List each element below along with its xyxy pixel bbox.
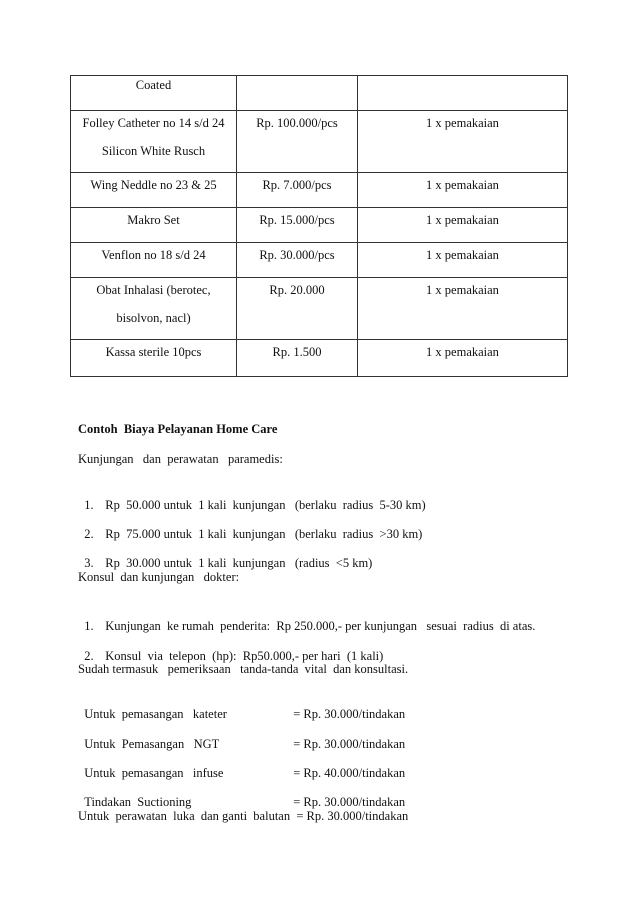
procedure-row	[78, 749, 405, 781]
usage-cell: 1 x pemakaian	[358, 208, 568, 243]
procedure-price: = Rp. 30.000/tindakan	[293, 707, 406, 721]
item-cell	[71, 76, 237, 111]
table-row	[71, 278, 568, 340]
list-number: 3.	[84, 556, 94, 570]
table-row	[71, 340, 568, 377]
procedure-row	[78, 778, 405, 810]
table-row	[71, 173, 568, 208]
procedure-row	[78, 720, 405, 752]
price-cell: Rp. 7.000/pcs	[237, 173, 358, 208]
list-item	[78, 510, 422, 542]
section-title: Contoh Biaya Pelayanan Home Care	[78, 422, 278, 436]
list-text: Rp 30.000 untuk 1 kali kunjungan (radius <5 km)	[105, 556, 373, 570]
procedure-row	[78, 690, 405, 722]
usage-cell: 1 x pemakaian	[358, 173, 568, 208]
usage-cell: 1 x pemakaian	[358, 111, 568, 173]
list-number: 2.	[84, 649, 94, 663]
list-number: 2.	[84, 527, 94, 541]
item-name-line2: Silicon White Rusch	[101, 144, 206, 158]
procedure-label: Untuk pemasangan infuse	[84, 766, 224, 780]
item-name: Obat Inhalasi (berotec,	[96, 283, 211, 297]
price-cell: Rp. 15.000/pcs	[237, 208, 358, 243]
list-item	[78, 481, 426, 513]
list-text: Kunjungan ke rumah penderita: Rp 250.000,- per kunjungan sesuai radius di atas.	[105, 619, 536, 633]
price-cell: Rp. 20.000	[237, 278, 358, 340]
included-note: Sudah termasuk pemeriksaan tanda-tanda vital dan konsultasi.	[78, 662, 409, 676]
visit-heading: Kunjungan dan perawatan paramedis:	[78, 452, 283, 466]
procedure-price: = Rp. 30.000/tindakan	[293, 795, 406, 809]
price-cell: Rp. 1.500	[237, 340, 358, 377]
item-cell: Kassa sterile 10pcs	[71, 340, 237, 377]
consult-heading: Konsul dan kunjungan dokter:	[78, 570, 240, 584]
usage-cell: 1 x pemakaian	[358, 278, 568, 340]
item-name-line2: bisolvon, nacl)	[116, 311, 191, 325]
list-number: 1.	[84, 498, 94, 512]
item-cell	[71, 111, 237, 173]
price-cell	[237, 76, 358, 111]
item-name: Coated	[135, 78, 172, 92]
table-row	[71, 111, 568, 173]
item-cell: Makro Set	[71, 208, 237, 243]
list-item	[78, 632, 383, 664]
list-text: Rp 50.000 untuk 1 kali kunjungan (berlaku radius 5-30 km)	[105, 498, 426, 512]
procedure-price: = Rp. 40.000/tindakan	[293, 766, 406, 780]
list-item	[78, 602, 535, 634]
item-cell: Venflon no 18 s/d 24	[71, 243, 237, 278]
procedure-price: = Rp. 30.000/tindakan	[293, 737, 406, 751]
price-cell: Rp. 100.000/pcs	[237, 111, 358, 173]
table-row	[71, 243, 568, 278]
list-item	[78, 539, 372, 571]
usage-cell: 1 x pemakaian	[358, 340, 568, 377]
table-row	[71, 76, 568, 111]
procedure-row-last: Untuk perawatan luka dan ganti balutan = Rp. 30.000/tindakan	[78, 809, 409, 823]
item-name: Folley Catheter no 14 s/d 24	[82, 116, 225, 130]
item-cell: Wing Neddle no 23 & 25	[71, 173, 237, 208]
price-cell: Rp. 30.000/pcs	[237, 243, 358, 278]
procedure-label: Tindakan Suctioning	[84, 795, 192, 809]
list-text: Konsul via telepon (hp): Rp50.000,- per hari (1 kali)	[105, 649, 384, 663]
list-text: Rp 75.000 untuk 1 kali kunjungan (berlaku radius >30 km)	[105, 527, 423, 541]
price-table	[70, 75, 568, 377]
usage-cell: 1 x pemakaian	[358, 243, 568, 278]
table-row	[71, 208, 568, 243]
usage-cell	[358, 76, 568, 111]
procedure-label: Untuk Pemasangan NGT	[84, 737, 220, 751]
item-cell	[71, 278, 237, 340]
list-number: 1.	[84, 619, 94, 633]
procedure-label: Untuk pemasangan kateter	[84, 707, 227, 721]
